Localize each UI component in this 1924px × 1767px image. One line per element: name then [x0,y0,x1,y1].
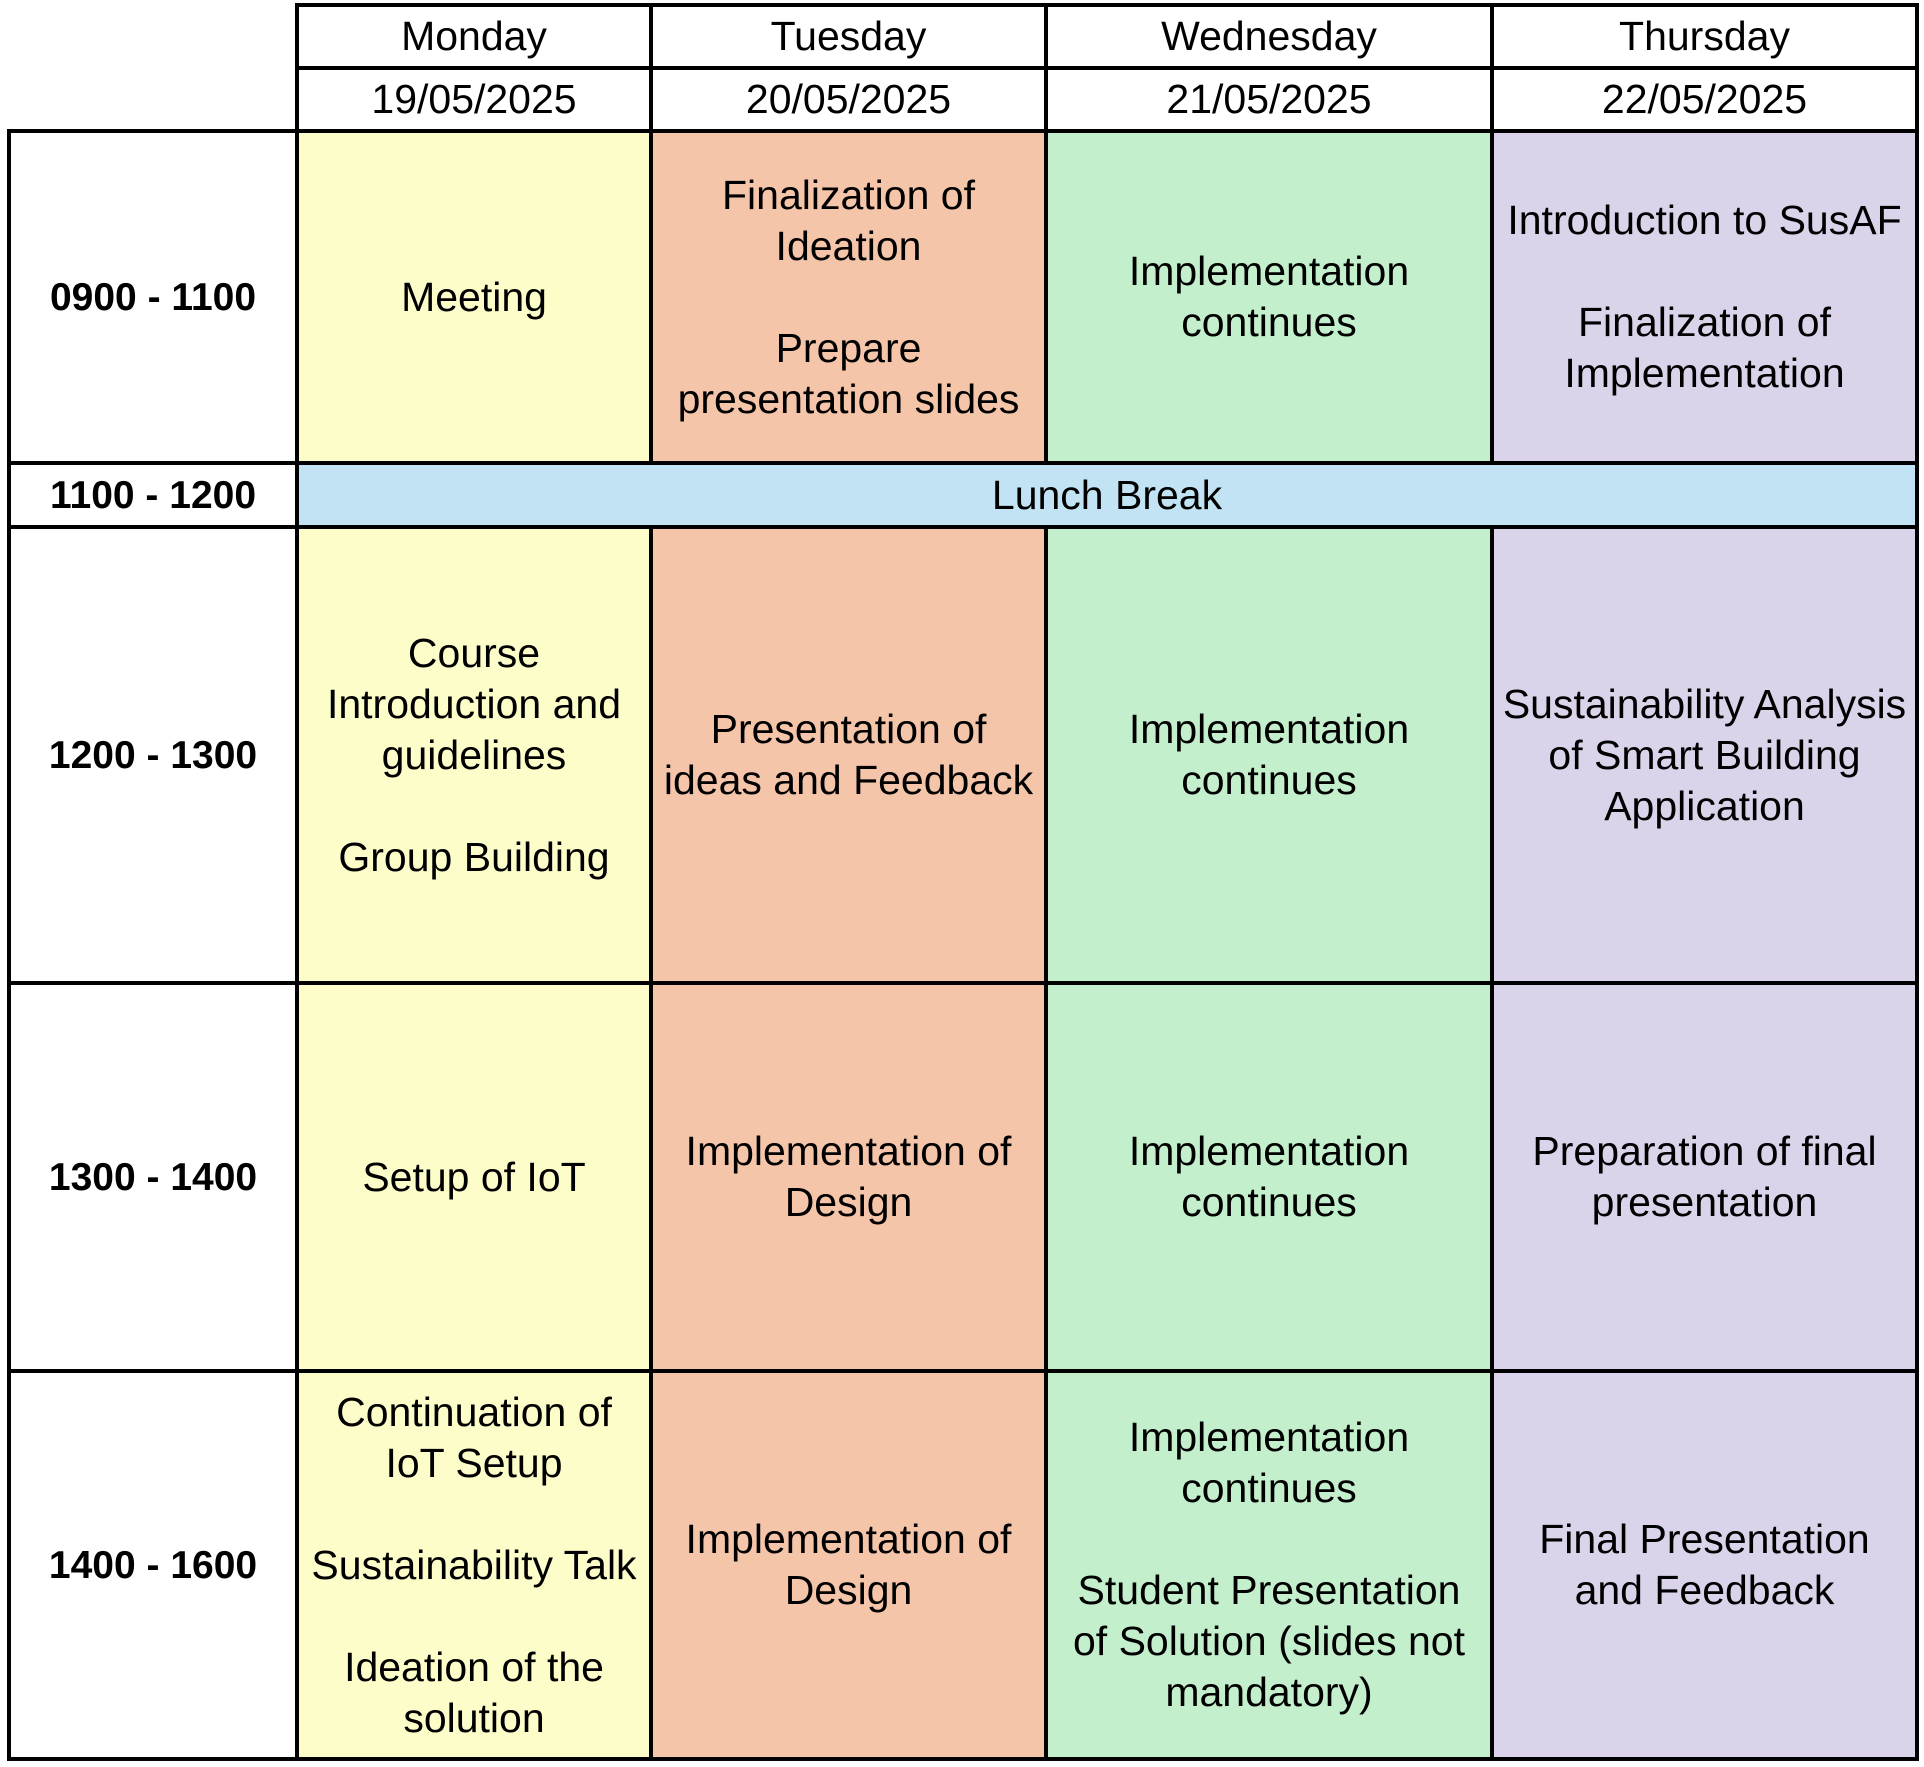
session-text-line: continues [1181,299,1357,345]
session-text-line: Implementation [1128,706,1410,752]
session-text-line: Application [1604,782,1805,829]
grid-line [7,1757,1919,1761]
grid-line [295,3,299,1761]
session-cell [297,131,651,463]
date-header-monday [297,68,651,131]
grid-line [295,66,1919,70]
date-header-thursday [1492,68,1917,131]
grid-line [7,129,1919,133]
session-text-line: presentation [1591,1179,1818,1225]
day-header-wednesday [1046,5,1492,68]
session-text-line: Finalization of [722,171,975,218]
session-text-line: Continuation of [336,1388,612,1435]
session-text-line: Sustainability Analysis [1502,680,1907,727]
grid-line [1915,3,1919,1761]
time-slot [9,1371,297,1759]
session-cell [1492,527,1917,983]
time-slot-label: 1200 - 1300 [48,733,258,777]
day-date: 21/05/2025 [1166,76,1372,122]
session-text-line: guidelines [381,731,567,778]
day-header-thursday [1492,5,1917,68]
session-text-line: continues [1181,1179,1357,1225]
session-cell [1492,1371,1917,1759]
day-date: 19/05/2025 [371,76,577,122]
session-cell [651,1371,1046,1759]
session-text-line: Implementation [1564,350,1845,396]
day-header-tuesday [651,5,1046,68]
time-slot-label: 1100 - 1200 [49,473,257,517]
grid-line [649,3,653,465]
session-cell [1492,983,1917,1371]
session-text-line: Ideation [775,222,922,269]
session-text-line: Design [784,1179,913,1225]
time-slot-label: 0900 - 1100 [49,275,257,319]
session-text-line: Presentation of [710,706,987,752]
session-text-line: continues [1181,757,1357,803]
session-cell [1046,1371,1492,1759]
session-text-line: Introduction and [326,680,622,727]
session-text-line: Course [407,629,541,676]
session-text-line: Setup of IoT [362,1153,586,1200]
session-text-line: Implementation of [685,1516,1012,1562]
session-text-line: Implementation [1128,248,1410,294]
session-cell [1492,131,1917,463]
day-name: Monday [401,13,547,59]
day-header-monday [297,5,651,68]
session-text-line: of Solution (slides not [1072,1618,1465,1664]
day-name: Thursday [1619,13,1790,59]
session-text-line: IoT Setup [385,1439,563,1486]
session-cell [1046,527,1492,983]
session-text-line: and Feedback [1574,1567,1835,1613]
grid-line [7,525,1919,529]
session-cell [651,131,1046,463]
time-slot-label: 1400 - 1600 [48,1543,258,1587]
session-cell [297,983,651,1371]
date-header-tuesday [651,68,1046,131]
day-name: Tuesday [770,13,927,59]
session-text-line: Final Presentation [1539,1516,1870,1562]
session-text-line: Preparation of final [1532,1128,1877,1174]
session-text-line: Finalization of [1578,299,1831,345]
time-slot [9,983,297,1371]
session-cell [297,527,651,983]
session-text-line: mandatory) [1165,1669,1373,1715]
grid-line [295,3,1919,7]
day-name: Wednesday [1161,13,1377,59]
session-cell [651,983,1046,1371]
session-text-line: Design [784,1567,913,1613]
time-slot [9,463,297,527]
day-date: 20/05/2025 [745,76,952,122]
time-slot [9,131,297,463]
grid-line [7,981,1919,985]
session-text-line: of Smart Building [1548,731,1861,778]
grid-line [1044,525,1048,1761]
session-text-line: Implementation [1128,1414,1410,1460]
grid-line [1044,3,1048,465]
session-text-line: continues [1181,1465,1357,1511]
day-date: 22/05/2025 [1601,76,1808,122]
session-text-line: Student Presentation [1077,1567,1461,1613]
session-text-line: Meeting [401,273,547,320]
session-cell [1046,983,1492,1371]
time-slot [9,527,297,983]
grid-line [7,129,11,1761]
session-text-line: Ideation of the [344,1643,604,1690]
session-text-line: solution [403,1694,545,1741]
session-text-line: ideas and Feedback [663,757,1034,803]
grid-line [7,461,1919,465]
lunch-break-label: Lunch Break [991,471,1223,518]
grid-line [1490,525,1494,1761]
grid-line [7,1369,1919,1373]
time-slot-label: 1300 - 1400 [48,1155,258,1199]
grid-line [649,525,653,1761]
lunch-break-cell [297,463,1917,527]
session-text-line: Group Building [338,833,610,880]
session-text-line: Sustainability Talk [311,1541,637,1588]
session-cell [297,1371,651,1759]
session-text-line: Implementation of [685,1128,1012,1174]
session-text-line: Implementation [1128,1128,1410,1174]
session-text-line: presentation slides [677,375,1020,422]
session-text-line: Prepare [775,324,922,371]
grid-line [1490,3,1494,465]
session-cell [1046,131,1492,463]
date-header-wednesday [1046,68,1492,131]
session-cell [651,527,1046,983]
session-text-line: Introduction to SusAF [1507,197,1902,243]
